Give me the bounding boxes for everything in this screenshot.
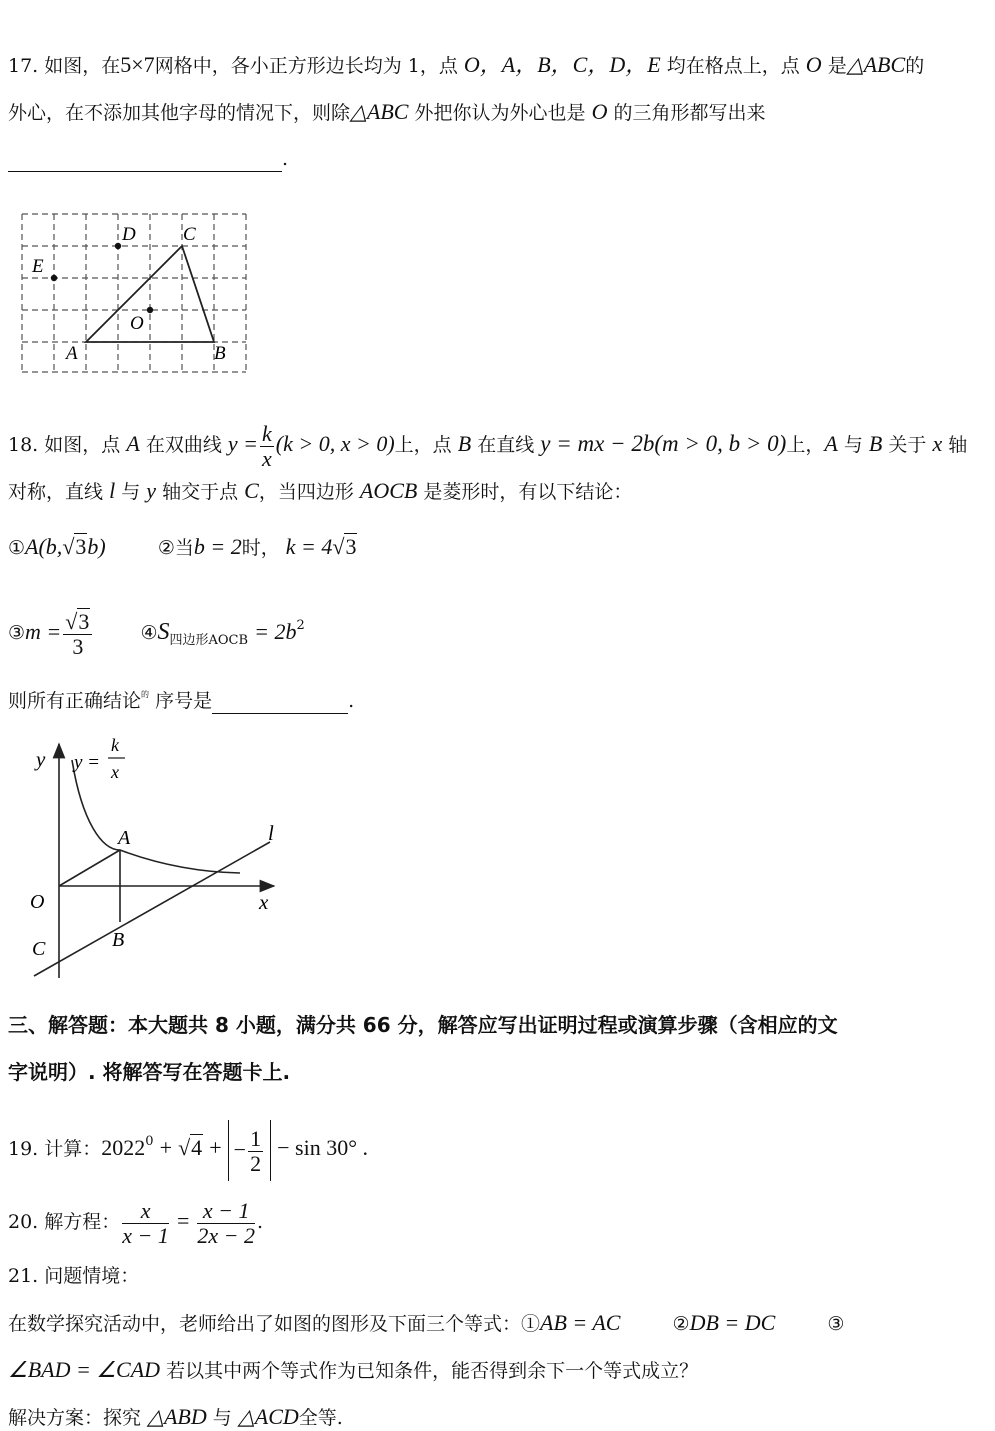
point-o — [147, 307, 153, 313]
q17-grid-figure — [16, 206, 256, 381]
label-a: A — [66, 343, 78, 364]
label-c: C — [183, 224, 196, 245]
q17-points: O，A，B，C，D，E — [463, 52, 661, 77]
label-a: A — [118, 827, 131, 849]
q18-line-equation: y = mx − 2b(m > 0, b > 0) — [540, 431, 787, 456]
q17-line3 — [8, 146, 288, 172]
q17-point-o: O — [591, 99, 608, 124]
q18-text: ，当四边形 — [258, 481, 354, 503]
line-l — [34, 842, 270, 976]
q18-point-b: B — [868, 431, 883, 456]
q18-hyperbola-lhs: y = — [227, 431, 258, 456]
q17-line2 — [8, 99, 766, 126]
q19-absolute-value — [228, 1120, 271, 1181]
q21-line2 — [8, 1310, 844, 1337]
q18-ask — [8, 682, 354, 714]
label-d: D — [122, 224, 136, 245]
curve-label-den: x — [111, 762, 119, 782]
q20-line — [8, 1191, 263, 1252]
q20-period: . — [257, 1211, 264, 1233]
q18-small-char: 的 — [141, 690, 150, 699]
q20-right-fraction — [197, 1199, 255, 1248]
conclusion-2-k: k = 4 — [285, 534, 333, 559]
q18-text: 在直线 — [477, 434, 535, 456]
q21-equation-2: DB = DC — [689, 1310, 776, 1335]
q18-hyperbola-fraction — [260, 422, 274, 471]
q17-text: 网格中，各小正方形边长均为 1，点 — [154, 55, 458, 77]
point-d — [115, 243, 121, 249]
q21-label: 21. 问题情境： — [8, 1265, 140, 1287]
q17-period: . — [282, 148, 289, 170]
q17-text: 是 — [827, 55, 847, 77]
q19-sqrt-value: 4 — [191, 1135, 203, 1160]
q19-neg: − — [233, 1136, 247, 1162]
q18-line2 — [8, 478, 632, 505]
q17-text: 外心，在不添加其他字母的情况下，则除 — [8, 102, 351, 124]
q18-text: 是菱形时，有以下结论： — [423, 481, 633, 503]
point-e — [51, 275, 57, 281]
q17-line1 — [8, 52, 924, 79]
conclusion-2-sqrt: 3 — [345, 534, 357, 559]
q17-text: 的三角形都写出来 — [613, 102, 766, 124]
q17-text: 外把你认为外心也是 — [414, 102, 586, 124]
axis-x-label: x — [259, 890, 269, 914]
q21-mark-2: ② — [672, 1313, 690, 1335]
label-b: B — [112, 929, 125, 951]
q18-text: 关于 — [888, 434, 927, 456]
q18-period: . — [348, 690, 355, 712]
q17-point-o: O — [805, 52, 822, 77]
axis-y-label: y — [36, 747, 46, 771]
section-3-line1: 三、解答题：本大题共 8 小题，满分共 66 分，解答应写出证明过程或演算步骤（含相应的文 — [8, 1013, 838, 1037]
frac-numerator: k — [262, 420, 272, 446]
conclusion-4-s: S — [157, 619, 170, 645]
frac-numerator: 1 — [250, 1126, 262, 1151]
q17-text: 17. 如图，在 — [8, 55, 121, 77]
q18-point-c: C — [244, 478, 259, 503]
q18-point-a: A — [824, 431, 838, 456]
q19-power: 0 — [145, 1134, 154, 1149]
conclusion-1-mark: ① — [8, 537, 26, 559]
q21-text: 若以其中两个等式作为已知条件，能否得到余下一个等式成立？ — [166, 1360, 699, 1382]
q18-axis-x: x — [932, 431, 943, 456]
q19-line: 19. 计算：2022$^0$ + √4 + − $\frac{1}{2}$ − sin 30° . — [8, 1112, 368, 1181]
q19-tail: − sin 30° . — [277, 1135, 369, 1160]
q20-left-fraction — [122, 1199, 169, 1248]
conclusion-2-when: 时， — [241, 537, 280, 559]
q18-text: 与 — [121, 481, 141, 503]
q21-mark-3: ③ — [827, 1313, 845, 1335]
frac-denominator: x — [262, 445, 272, 471]
label-c: C — [32, 938, 46, 960]
q18-text: 18. 如图，点 — [8, 434, 121, 456]
q21-line4 — [8, 1404, 343, 1431]
q21-equation-1: AB = AC — [540, 1310, 621, 1335]
frac-denominator: x − 1 — [122, 1222, 169, 1248]
conclusion-4-power: 2 — [296, 618, 305, 633]
conclusion-1-a: A(b, — [25, 534, 63, 559]
q17-grid-size: 5×7 — [120, 52, 155, 77]
q17-text: 的 — [905, 55, 925, 77]
q20-label: 20. 解方程： — [8, 1211, 121, 1233]
conclusion-4-mark: ④ — [140, 622, 158, 644]
frac-denominator: 2 — [250, 1151, 262, 1176]
curve-label-lhs: y = — [74, 752, 101, 773]
segment-oa — [59, 850, 120, 886]
curve-label-num: k — [111, 735, 119, 755]
frac-numerator: 3 — [78, 608, 90, 634]
q19-base: 2022 — [101, 1135, 146, 1160]
conclusion-2-cond: b = 2 — [193, 534, 242, 559]
q19-fraction — [248, 1127, 263, 1176]
q17-text: 均在格点上，点 — [666, 55, 800, 77]
q18-hyperbola-condition: (k > 0, x > 0) — [275, 431, 395, 456]
frac-numerator: x — [122, 1199, 169, 1224]
q17-triangle: △ABC — [846, 52, 906, 77]
q19-label: 19. 计算： — [8, 1138, 102, 1160]
q19-plus: + — [159, 1135, 173, 1160]
q18-conclusions-12: ①A(b,√3b) ②当b = 2时， k = 4√3 — [8, 534, 357, 559]
q18-text: 与 — [843, 434, 863, 456]
label-e: E — [32, 256, 44, 277]
conclusion-4-rhs: = 2b — [254, 619, 297, 644]
q21-text: 解决方案：探究 — [8, 1407, 142, 1429]
q18-text: 对称，直线 — [8, 481, 104, 503]
q17-triangle: △ABC — [350, 99, 409, 124]
q20-equals: = — [176, 1208, 190, 1233]
label-o: O — [30, 891, 45, 913]
q18-conclusions-34 — [8, 598, 305, 669]
q18-point-a: A — [126, 431, 140, 456]
frac-denominator: 2x − 2 — [197, 1222, 256, 1248]
label-l: l — [268, 821, 274, 845]
q21-equation-3: ∠BAD = ∠CAD — [8, 1357, 161, 1382]
hyperbola-curve — [72, 760, 240, 873]
q18-text: 上，点 — [394, 434, 452, 456]
q18-text: 上， — [786, 434, 825, 456]
section-3-line2: 字说明）. 将解答写在答题卡上. — [8, 1060, 291, 1084]
q18-graph-figure — [22, 732, 292, 988]
conclusion-2-mark: ②当 — [157, 537, 194, 559]
conclusion-4-sub: 四边形AOCB — [169, 633, 249, 648]
q18-line1 — [8, 420, 967, 471]
frac-numerator: x − 1 — [197, 1199, 255, 1224]
q21-line3 — [8, 1357, 698, 1384]
q21-triangle-acd: △ACD — [237, 1404, 299, 1429]
label-b: B — [214, 343, 226, 364]
q18-axis-y: y — [146, 478, 157, 503]
conclusion-1-b: b) — [87, 534, 106, 559]
q21-text: 全等. — [298, 1407, 343, 1429]
q18-line-l: l — [109, 478, 116, 503]
q18-quadrilateral: AOCB — [359, 478, 418, 503]
answer-blank[interactable] — [8, 149, 282, 172]
q18-text: 在双曲线 — [145, 434, 222, 456]
q18-text: 序号是 — [155, 690, 213, 712]
q21-text: 在数学探究活动中，老师给出了如图的图形及下面三个等式：① — [8, 1313, 541, 1335]
q18-point-b: B — [457, 431, 472, 456]
q18-text: 轴 — [948, 434, 968, 456]
answer-blank[interactable] — [212, 691, 348, 714]
conclusion-1-sqrt: 3 — [75, 534, 87, 559]
conclusion-3-mark: ③ — [8, 622, 26, 644]
q18-text: 则所有正确结论 — [8, 690, 142, 712]
q21-text: 与 — [212, 1407, 232, 1429]
label-o: O — [130, 313, 144, 334]
conclusion-3-lhs: m = — [25, 619, 62, 644]
frac-denominator: 3 — [72, 633, 84, 659]
conclusion-3-fraction: $\frac{√3}{3}$ — [63, 610, 92, 659]
q19-plus: + — [209, 1135, 222, 1160]
q21-triangle-abd: △ABD — [147, 1404, 207, 1429]
q18-text: 轴交于点 — [162, 481, 239, 503]
